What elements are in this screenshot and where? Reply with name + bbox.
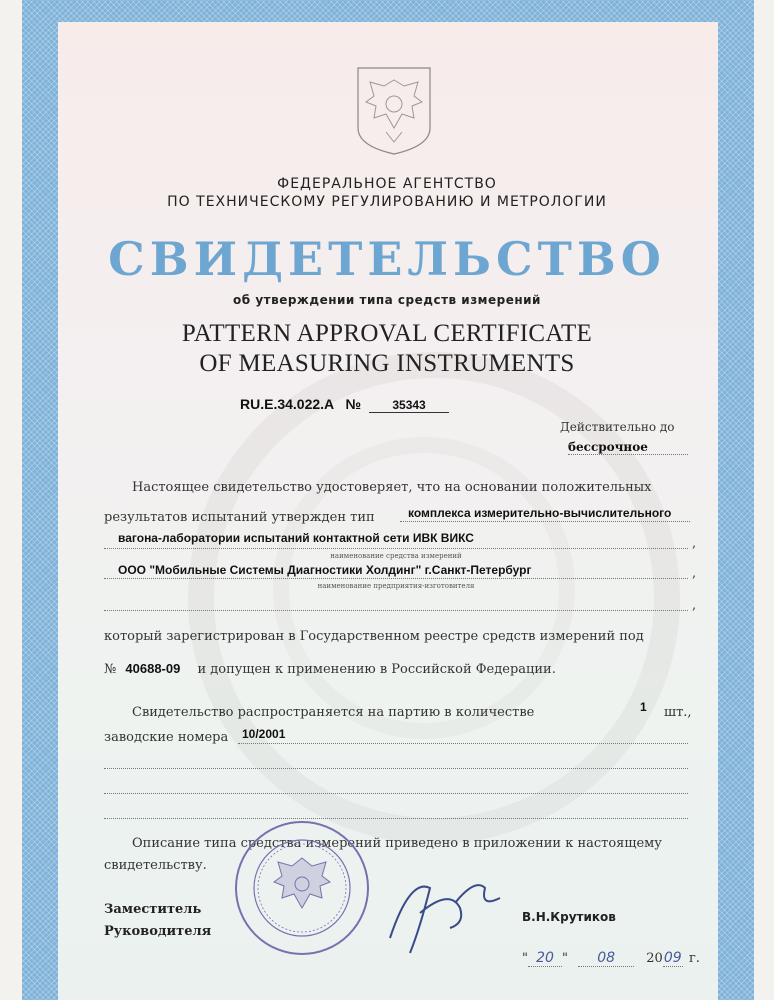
dotted-line [104, 818, 688, 819]
registry-number-sign: № [104, 662, 117, 677]
official-seal-icon [232, 818, 372, 958]
registry-number: 40688-09 [125, 661, 181, 676]
description-line-1: Описание типа средства измерений приведено в приложении к настоящему [132, 836, 662, 851]
title-english-line-2: OF MEASURING INSTRUMENTS [199, 350, 575, 377]
handwritten-signature-icon [380, 858, 510, 958]
description-line-2: свидетельству. [104, 858, 207, 873]
date-year-prefix: 20 [646, 951, 663, 966]
batch-text: Свидетельство распространяется на партию в количестве [132, 705, 535, 720]
paragraph-intro-line-2: результатов испытаний утвержден тип [104, 510, 375, 525]
date-month: 08 [578, 950, 634, 967]
dotted-line [104, 548, 688, 549]
certificate-code: RU.E.34.022.A [240, 396, 334, 412]
date-day: 20 [528, 950, 562, 967]
date-year-unit: г. [688, 951, 700, 966]
manufacturer-caption: наименование предприятия-изготовителя [317, 582, 475, 590]
dotted-line [104, 768, 688, 769]
comma: , [692, 598, 697, 613]
certificate-subtitle: об утверждении типа средств измерений [233, 293, 541, 307]
coat-of-arms-icon [356, 66, 432, 156]
agency-line-2: ПО ТЕХНИЧЕСКОМУ РЕГУЛИРОВАНИЮ И МЕТРОЛОГИИ [167, 194, 607, 210]
title-english-line-1: PATTERN APPROVAL CERTIFICATE [181, 320, 593, 347]
dotted-line [400, 521, 690, 522]
dotted-line [238, 743, 688, 744]
dotted-line [104, 610, 688, 611]
signer-position-line-1: Заместитель [104, 902, 202, 917]
instrument-caption: наименование средства измерений [330, 552, 462, 560]
valid-until-label: Действительно до [560, 420, 675, 434]
manufacturer-name: ООО "Мобильные Системы Диагностики Холдинг" г.Санкт-Петербург [118, 563, 532, 577]
dotted-line [104, 793, 688, 794]
comma: , [692, 536, 697, 551]
comma: , [692, 566, 697, 581]
valid-until-value: бессрочное [568, 440, 688, 455]
batch-quantity: 1 [640, 700, 647, 714]
signer-position-line-2: Руководителя [104, 924, 212, 939]
registry-line: который зарегистрирован в Государственном реестре средств измерений под [104, 629, 644, 644]
date-year-suffix: 09 [663, 950, 682, 966]
registry-suffix: и допущен к применению в Российской Федерации. [197, 662, 556, 677]
batch-unit: шт., [664, 705, 692, 720]
instrument-name-line-1: комплекса измерительно-вычислительного [408, 506, 672, 520]
serial-value: 10/2001 [242, 727, 286, 741]
agency-line-1: ФЕДЕРАЛЬНОЕ АГЕНТСТВО [277, 176, 497, 192]
paragraph-intro-line-1: Настоящее свидетельство удостоверяет, что на основании положительных [132, 480, 652, 495]
number-sign: № [345, 396, 362, 412]
instrument-name-line-2: вагона-лаборатории испытаний контактной сети ИВК ВИКС [118, 531, 474, 545]
signer-name: В.Н.Крутиков [522, 910, 616, 924]
dotted-line [104, 578, 688, 579]
certificate-number: 35343 [369, 398, 449, 413]
certificate-title: СВИДЕТЕЛЬСТВО [108, 232, 666, 286]
serial-label: заводские номера [104, 730, 229, 745]
